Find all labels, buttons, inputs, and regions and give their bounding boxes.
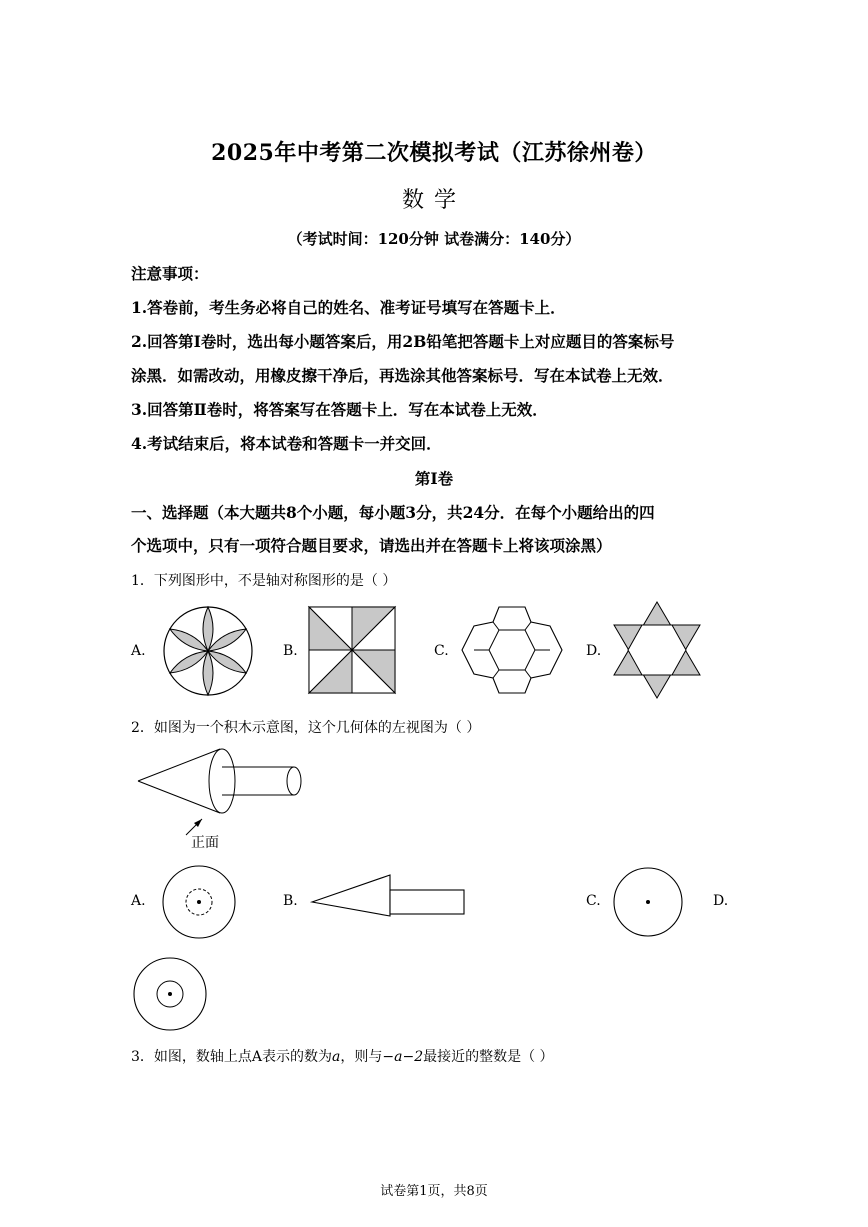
part1-line-2: 个选项中，只有一项符合题目要求，请选出并在答题卡上将该项涂黑） [131, 536, 612, 555]
page-footer: 试卷第1页，共8页 [380, 1184, 488, 1199]
q1-stem: 1．下列图形中，不是轴对称图形的是（ ） [131, 573, 397, 589]
q2-option-a-figure [161, 864, 237, 940]
notice-item-1: 1.答卷前，考生务必将自己的姓名、准考证号填写在答题卡上． [131, 298, 566, 317]
q2-block-figure [136, 747, 306, 842]
q2-option-a-label: A. [131, 893, 146, 909]
q1-option-d-label: D. [586, 643, 602, 659]
section-label: 第Ⅰ卷 [414, 469, 454, 488]
q1-option-b-label: B. [283, 643, 298, 659]
q1-option-a-figure [162, 605, 254, 697]
q2-stem: 2．如图为一个积木示意图，这个几何体的左视图为（ ） [131, 720, 481, 736]
exam-time-info: （考试时间：120分钟 试卷满分：140分） [287, 230, 581, 248]
q2-option-b-figure [311, 874, 467, 918]
q3-expression: −a−2 [382, 1049, 424, 1065]
subject-title: 数学 [401, 188, 466, 213]
q1-option-a-label: A. [131, 643, 146, 659]
q1-option-d-figure [612, 601, 702, 699]
q1-option-c-figure [461, 606, 563, 694]
front-view-label: 正面 [191, 835, 219, 851]
q2-option-c-figure [613, 867, 683, 937]
q2-option-d-label: D. [713, 893, 729, 909]
notice-item-3: 3.回答第Ⅱ卷时，将答案写在答题卡上．写在本试卷上无效． [131, 400, 548, 419]
q3-stem-part3: 最接近的整数是（ ） [423, 1049, 554, 1065]
q3-var-a: a [332, 1049, 341, 1065]
notice-item-2b: 涂黑．如需改动，用橡皮擦干净后，再选涂其他答案标号．写在本试卷上无效． [131, 366, 674, 385]
q2-option-c-label: C. [586, 893, 601, 909]
q1-option-c-label: C. [434, 643, 449, 659]
q3-stem-part2: ，则与 [340, 1049, 383, 1065]
q3-stem-part1: 3．如图，数轴上点A表示的数为 [131, 1049, 333, 1065]
exam-title: 2025年中考第二次模拟考试（江苏徐州卷） [211, 140, 657, 166]
q2-option-b-label: B. [283, 893, 298, 909]
notice-heading: 注意事项： [131, 264, 209, 283]
notice-item-2a: 2.回答第Ⅰ卷时，选出每小题答案后，用2B铅笔把答题卡上对应题目的答案标号 [131, 332, 675, 351]
q2-option-d-figure [133, 957, 207, 1031]
part1-line-1: 一、选择题（本大题共8个小题，每小题3分，共24分．在每个小题给出的四 [131, 503, 655, 522]
notice-item-4: 4.考试结束后，将本试卷和答题卡一并交回． [131, 434, 442, 453]
q1-option-b-figure [308, 606, 396, 694]
q3-stem [131, 1046, 554, 1066]
